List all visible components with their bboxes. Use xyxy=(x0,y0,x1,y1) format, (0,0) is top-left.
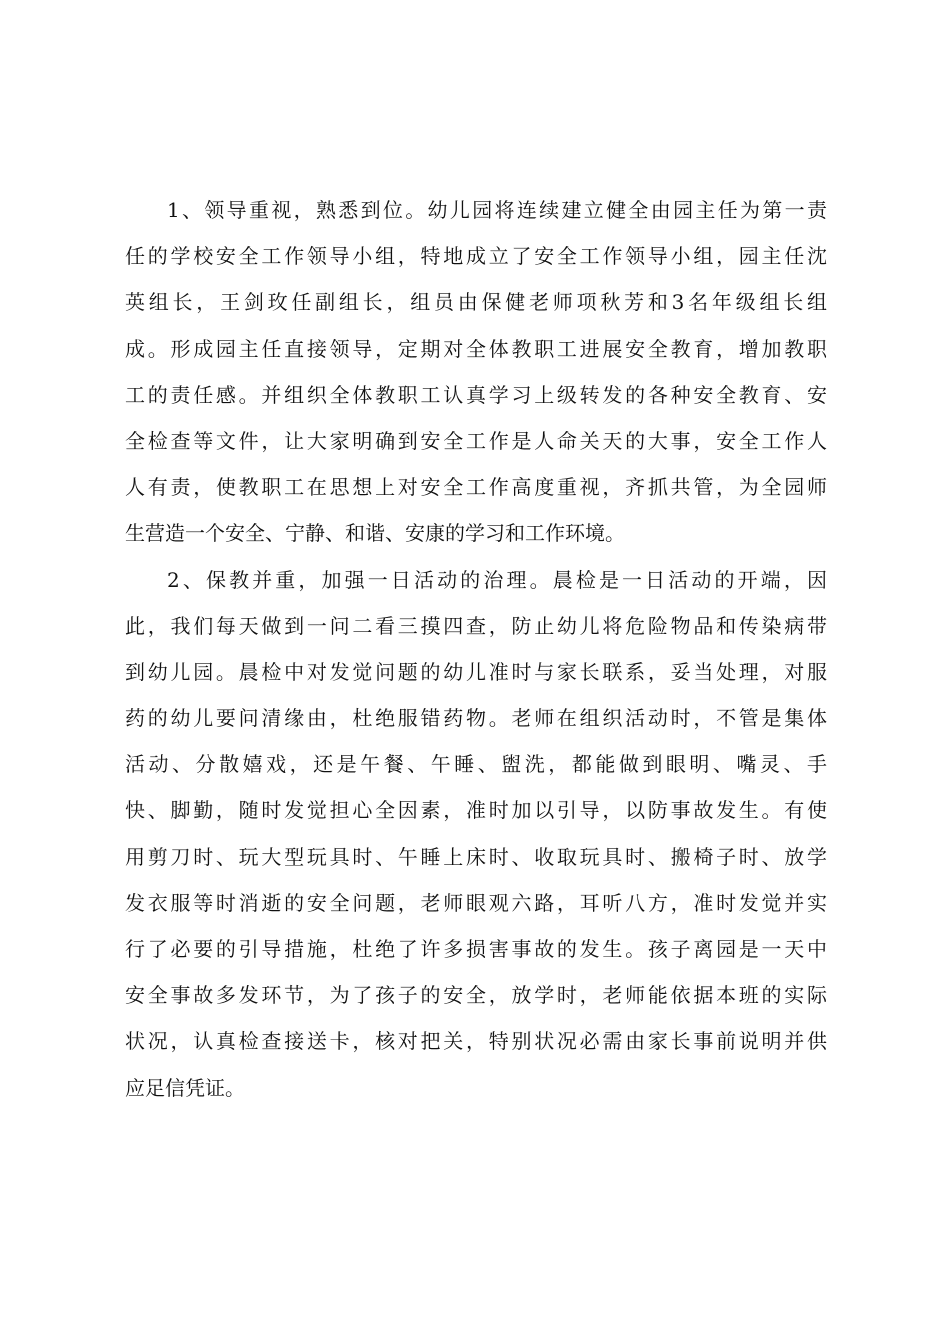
paragraph-line: 活动、分散嬉戏，还是午餐、午睡、盥洗，都能做到眼明、嘴灵、手 xyxy=(125,752,827,777)
paragraph-leadership xyxy=(125,187,827,557)
paragraph-line: 工的责任感。并组织全体教职工认真学习上级转发的各种安全教育、安 xyxy=(125,382,827,407)
paragraph-line: 快、脚勤，随时发觉担心全因素，准时加以引导，以防事故发生。有使 xyxy=(125,798,827,823)
paragraph-line: 人有责，使教职工在思想上对安全工作高度重视，齐抓共管，为全园师 xyxy=(125,475,827,500)
paragraph-line: 全检查等文件，让大家明确到安全工作是人命关天的大事，安全工作人 xyxy=(125,428,827,453)
paragraph-line: 英组长，王剑玫任副组长，组员由保健老师项秋芳和3名年级组长组 xyxy=(125,290,827,315)
document-body xyxy=(125,187,827,1111)
paragraph-line: 2、保教并重，加强一日活动的治理。晨检是一日活动的开端，因 xyxy=(167,567,827,592)
paragraph-line: 生营造一个安全、宁静、和谐、安康的学习和工作环境。 xyxy=(125,521,625,546)
paragraph-line: 发衣服等时消逝的安全问题，老师眼观六路，耳听八方，准时发觉并实 xyxy=(125,890,827,915)
paragraph-line: 1、领导重视，熟悉到位。幼儿园将连续建立健全由园主任为第一责 xyxy=(167,198,827,222)
paragraph-line: 状况，认真检查接送卡，核对把关，特别状况必需由家长事前说明并供 xyxy=(125,1029,827,1054)
paragraph-line: 到幼儿园。晨检中对发觉问题的幼儿准时与家长联系，妥当处理，对服 xyxy=(125,659,827,684)
paragraph-line: 药的幼儿要问清缘由，杜绝服错药物。老师在组织活动时，不管是集体 xyxy=(125,706,827,731)
paragraph-line: 任的学校安全工作领导小组，特地成立了安全工作领导小组，园主任沈 xyxy=(125,244,827,269)
paragraph-line: 应足信凭证。 xyxy=(125,1075,245,1100)
paragraph-line: 成。形成园主任直接领导，定期对全体教职工进展安全教育，增加教职 xyxy=(125,336,827,361)
paragraph-line: 行了必要的引导措施，杜绝了许多损害事故的发生。孩子离园是一天中 xyxy=(125,937,827,961)
paragraph-line: 用剪刀时、玩大型玩具时、午睡上床时、收取玩具时、搬椅子时、放学 xyxy=(125,844,827,869)
paragraph-daily-activities xyxy=(125,557,827,1111)
paragraph-line: 安全事故多发环节，为了孩子的安全，放学时，老师能依据本班的实际 xyxy=(125,983,827,1008)
paragraph-line: 此，我们每天做到一问二看三摸四查，防止幼儿将危险物品和传染病带 xyxy=(125,613,827,638)
